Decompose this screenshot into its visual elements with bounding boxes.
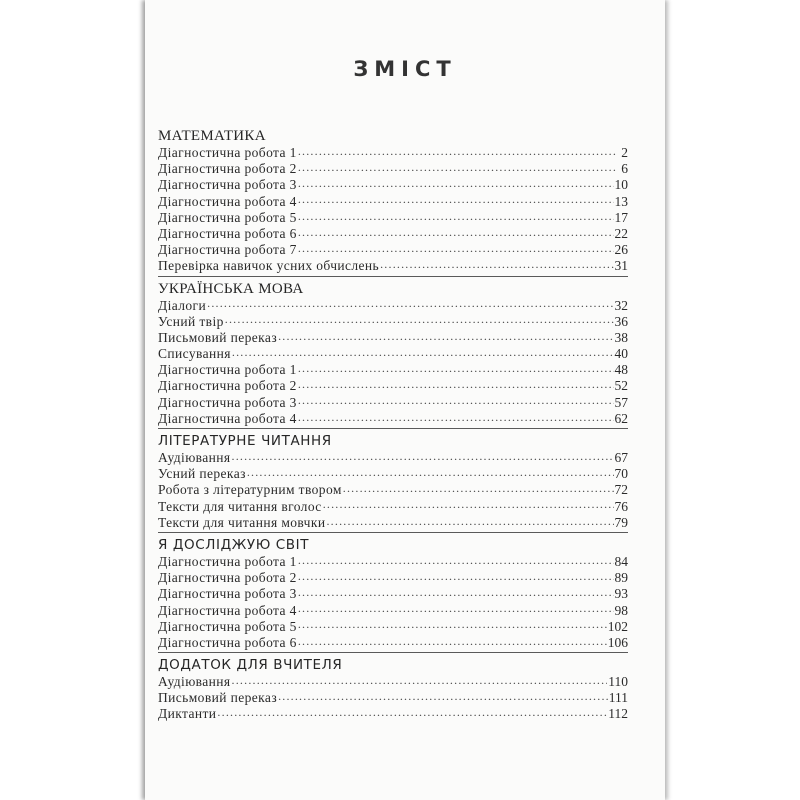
- entry-label: Усний твір: [158, 313, 224, 329]
- entry-page-number: 70: [614, 466, 628, 482]
- toc-entry: [158, 226, 628, 242]
- dot-leader: [298, 145, 617, 157]
- entry-page-number: 22: [614, 225, 628, 241]
- entry-label: Діагностична робота 6: [158, 634, 297, 650]
- entry-page-number: 76: [614, 498, 628, 514]
- entry-label: Аудіювання: [158, 450, 231, 465]
- toc-entry: [158, 450, 628, 466]
- toc-entry: [158, 586, 628, 602]
- entry-label: Діагностична робота 1: [158, 362, 297, 378]
- dot-leader: [207, 298, 613, 310]
- toc-entry: [158, 346, 628, 362]
- entry-label: Діагностична робота 1: [158, 145, 297, 160]
- entry-page-number: 32: [614, 297, 628, 313]
- entry-label: Діагностична робота 7: [158, 242, 297, 258]
- entry-page-number: 72: [614, 482, 628, 498]
- entry-page-number: 6: [621, 161, 628, 177]
- entry-page-number: 31: [614, 258, 628, 274]
- toc-entry: [158, 706, 628, 722]
- toc-section-teacher-appendix: [158, 656, 628, 723]
- toc-entry: [158, 378, 628, 394]
- dot-leader: [298, 586, 614, 598]
- dot-leader: [232, 450, 614, 462]
- entry-page-number: 36: [614, 313, 628, 329]
- dot-leader: [298, 226, 614, 238]
- entry-page-number: 26: [614, 242, 628, 258]
- dot-leader: [298, 378, 614, 390]
- entry-page-number: 57: [614, 394, 628, 410]
- toc-entry: [158, 298, 628, 314]
- table-of-contents: [158, 127, 628, 723]
- toc-section-i-explore-the-world: [158, 536, 628, 653]
- section-heading: Я ДОСЛІДЖУЮ СВІТ: [158, 536, 310, 553]
- toc-entry: [158, 177, 628, 193]
- entry-page-number: 52: [614, 378, 628, 394]
- entry-label: Діагностична робота 4: [158, 410, 297, 426]
- entry-label: Діагностична робота 2: [158, 570, 297, 586]
- entry-label: Диктанти: [158, 706, 217, 722]
- entry-page-number: 110: [608, 674, 628, 690]
- entry-label: Діагностична робота 3: [158, 394, 297, 410]
- dot-leader: [298, 362, 614, 374]
- toc-entry: [158, 210, 628, 226]
- toc-entry: [158, 362, 628, 378]
- entry-page-number: 2: [621, 145, 628, 160]
- toc-entry: [158, 635, 628, 651]
- toc-entry: [158, 314, 628, 330]
- page-title: ЗМІСТ: [353, 57, 457, 81]
- dot-leader: [232, 346, 614, 358]
- entry-label: Перевірка навичок усних обчислень: [158, 258, 380, 274]
- entry-page-number: 84: [614, 553, 628, 569]
- entry-label: Діагностична робота 5: [158, 209, 297, 225]
- toc-entry: [158, 194, 628, 210]
- toc-entry: [158, 499, 628, 515]
- toc-entry: [158, 515, 628, 531]
- dot-leader: [298, 161, 617, 173]
- entry-label: Діагностична робота 4: [158, 602, 297, 618]
- toc-section-literary-reading: [158, 432, 628, 533]
- toc-section-mathematics: [158, 127, 628, 277]
- toc-entry: [158, 482, 628, 498]
- entry-label: Діагностична робота 2: [158, 378, 297, 394]
- dot-leader: [298, 177, 614, 189]
- entry-page-number: 62: [614, 410, 628, 426]
- toc-entry: [158, 674, 628, 690]
- toc-entry: [158, 690, 628, 706]
- entry-label: Діалоги: [158, 297, 207, 313]
- dot-leader: [326, 515, 613, 527]
- section-divider: [158, 652, 628, 653]
- dot-leader: [247, 466, 614, 478]
- dot-leader: [298, 619, 607, 631]
- dot-leader: [217, 706, 607, 718]
- toc-entry: [158, 242, 628, 258]
- entry-page-number: 79: [614, 514, 628, 530]
- dot-leader: [298, 570, 614, 582]
- dot-leader: [298, 635, 607, 647]
- entry-label: Діагностична робота 3: [158, 586, 297, 602]
- section-divider: [158, 532, 628, 533]
- dot-leader: [225, 314, 614, 326]
- section-heading: УКРАЇНСЬКА МОВА: [158, 280, 304, 297]
- dot-leader: [298, 603, 614, 615]
- section-heading: ДОДАТОК ДЛЯ ВЧИТЕЛЯ: [158, 657, 343, 674]
- entry-label: Списування: [158, 346, 231, 362]
- toc-entry: [158, 603, 628, 619]
- toc-section-ukrainian-language: [158, 280, 628, 430]
- entry-label: Діагностична робота 6: [158, 225, 297, 241]
- section-heading: ЛІТЕРАТУРНЕ ЧИТАННЯ: [158, 433, 332, 449]
- toc-entry: [158, 619, 628, 635]
- entry-page-number: 98: [614, 602, 628, 618]
- entry-label: Діагностична робота 2: [158, 161, 297, 177]
- toc-entry: [158, 466, 628, 482]
- section-divider: [158, 276, 628, 277]
- entry-page-number: 112: [608, 706, 628, 722]
- entry-page-number: 38: [614, 329, 628, 345]
- entry-page-number: 102: [607, 618, 628, 634]
- entry-label: Діагностична робота 3: [158, 177, 297, 193]
- entry-label: Письмовий переказ: [158, 690, 278, 706]
- dot-leader: [298, 210, 614, 222]
- entry-page-number: 13: [614, 193, 628, 209]
- toc-entry: [158, 161, 628, 177]
- dot-leader: [343, 482, 614, 494]
- toc-entry: [158, 145, 628, 161]
- dot-leader: [298, 242, 614, 254]
- toc-entry: [158, 395, 628, 411]
- dot-leader: [298, 411, 614, 423]
- entry-label: Діагностична робота 5: [158, 618, 297, 634]
- toc-entry: [158, 330, 628, 346]
- dot-leader: [380, 258, 613, 270]
- dot-leader: [298, 395, 614, 407]
- entry-label: Аудіювання: [158, 674, 231, 690]
- dot-leader: [323, 499, 614, 511]
- entry-label: Діагностична робота 4: [158, 193, 297, 209]
- entry-label: Діагностична робота 1: [158, 553, 297, 569]
- entry-label: Робота з літературним твором: [158, 482, 342, 498]
- entry-page-number: 111: [608, 690, 628, 706]
- entry-page-number: 40: [614, 346, 628, 362]
- dot-leader: [232, 674, 608, 686]
- entry-label: Письмовий переказ: [158, 329, 278, 345]
- entry-page-number: 10: [614, 177, 628, 193]
- entry-page-number: 89: [614, 570, 628, 586]
- entry-page-number: 106: [607, 634, 628, 650]
- entry-label: Тексти для читання вголос: [158, 498, 322, 514]
- dot-leader: [298, 194, 614, 206]
- section-heading: МАТЕМАТИКА: [158, 128, 266, 144]
- entry-page-number: 67: [614, 450, 628, 465]
- toc-entry: [158, 570, 628, 586]
- entry-label: Тексти для читання мовчки: [158, 514, 326, 530]
- dot-leader: [278, 690, 608, 702]
- entry-page-number: 48: [614, 362, 628, 378]
- section-divider: [158, 428, 628, 429]
- dot-leader: [298, 554, 614, 566]
- toc-entry: [158, 411, 628, 427]
- dot-leader: [278, 330, 613, 342]
- toc-entry: [158, 554, 628, 570]
- entry-page-number: 17: [614, 209, 628, 225]
- entry-label: Усний переказ: [158, 466, 246, 482]
- toc-entry: [158, 258, 628, 274]
- entry-page-number: 93: [614, 586, 628, 602]
